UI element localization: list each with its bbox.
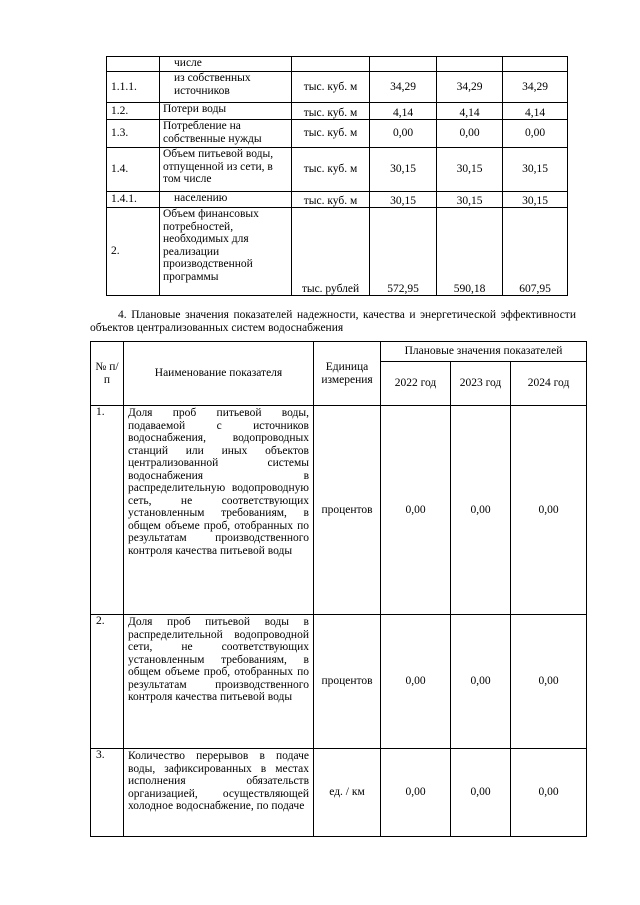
value-2023: 0,00 (451, 615, 511, 749)
header-year-2023: 2023 год (451, 362, 511, 406)
indicator-name: Потребление на собственные нужды (160, 120, 292, 148)
header-name: Наименование показателя (124, 342, 314, 406)
table-row (107, 120, 568, 148)
row-number: 1.1.1. (107, 72, 160, 103)
value-2024: 4,14 (503, 103, 568, 120)
row-number: 1.2. (107, 103, 160, 120)
row-number: 1. (91, 406, 124, 615)
production-program-table (106, 56, 568, 296)
value-2024: 0,00 (511, 615, 587, 749)
row-number: 1.4. (107, 148, 160, 192)
indicator-name: Объем финансовых потребностей, необходимых для реализации производственной программы (160, 208, 292, 296)
value-2023: 30,15 (437, 148, 503, 192)
value-2023: 4,14 (437, 103, 503, 120)
indicator-name: из собственных источников (160, 72, 292, 103)
unit-cell: тыс. куб. м (292, 120, 370, 148)
value-2023 (437, 57, 503, 72)
row-number: 1.3. (107, 120, 160, 148)
table-row (107, 57, 568, 72)
indicator-name: населению (160, 192, 292, 208)
value-2024 (503, 57, 568, 72)
table-row (107, 208, 568, 296)
value-2024: 30,15 (503, 192, 568, 208)
value-2023: 0,00 (437, 120, 503, 148)
table-row (91, 749, 587, 837)
reliability-indicators-table (90, 341, 587, 837)
value-2022: 4,14 (370, 103, 437, 120)
indicator-name: Количество перерывов в подаче воды, зафиксированных в местах исполнения обязательств организацией, осуществляющей холодное водоснабжение, по подаче (124, 749, 314, 837)
unit-cell: тыс. куб. м (292, 103, 370, 120)
header-year-2022: 2022 год (381, 362, 451, 406)
header-planned-values: Плановые значения показателей (381, 342, 587, 362)
value-2024: 30,15 (503, 148, 568, 192)
unit-cell: тыс. куб. м (292, 148, 370, 192)
table-row (91, 406, 587, 615)
value-2023: 30,15 (437, 192, 503, 208)
value-2022: 34,29 (370, 72, 437, 103)
unit-cell: тыс. рублей (292, 208, 370, 296)
table-row (107, 148, 568, 192)
row-number: 2. (91, 615, 124, 749)
value-2022: 572,95 (370, 208, 437, 296)
table-row (107, 103, 568, 120)
header-unit: Единица измерения (314, 342, 381, 406)
unit-cell (292, 57, 370, 72)
value-2024: 607,95 (503, 208, 568, 296)
value-2022: 0,00 (381, 615, 451, 749)
value-2024: 0,00 (511, 406, 587, 615)
row-number: 2. (107, 208, 160, 296)
indicator-name: числе (160, 57, 292, 72)
unit-cell: процентов (314, 615, 381, 749)
indicator-name: Доля проб питьевой воды, подаваемой с источников водоснабжения, водопроводных станций или иных объектов централизованной системы водоснабжения в распределительную водопроводную сеть, не соответствующих установленным требованиям, в общем объеме проб, отобранных по результатам производственного контроля качества питьевой воды (124, 406, 314, 615)
row-number: 3. (91, 749, 124, 837)
value-2024: 34,29 (503, 72, 568, 103)
unit-cell: процентов (314, 406, 381, 615)
unit-cell: тыс. куб. м (292, 192, 370, 208)
row-number: 1.4.1. (107, 192, 160, 208)
unit-cell: тыс. куб. м (292, 72, 370, 103)
header-year-2024: 2024 год (511, 362, 587, 406)
table-row (91, 615, 587, 749)
value-2023: 34,29 (437, 72, 503, 103)
value-2023: 0,00 (451, 749, 511, 837)
value-2024: 0,00 (511, 749, 587, 837)
indicator-name: Потери воды (160, 103, 292, 120)
section-caption: 4. Плановые значения показателей надежности, качества и энергетической эффективности объектов централизованных систем водоснабжения (90, 309, 576, 334)
value-2023: 0,00 (451, 406, 511, 615)
value-2022: 0,00 (370, 120, 437, 148)
header-number: № п/п (91, 342, 124, 406)
indicator-name: Объем питьевой воды, отпущенной из сети, в том числе (160, 148, 292, 192)
value-2022: 0,00 (381, 749, 451, 837)
value-2022: 30,15 (370, 192, 437, 208)
unit-cell: ед. / км (314, 749, 381, 837)
table-row (107, 72, 568, 103)
value-2022 (370, 57, 437, 72)
value-2022: 0,00 (381, 406, 451, 615)
header-row (91, 342, 587, 362)
indicator-name: Доля проб питьевой воды в распределительной водопроводной сети, не соответствующих установленным требованиям, в общем объеме проб, отобранных по результатам производственного контроля качества питьевой воды (124, 615, 314, 749)
value-2024: 0,00 (503, 120, 568, 148)
value-2022: 30,15 (370, 148, 437, 192)
table-row (107, 192, 568, 208)
row-number (107, 57, 160, 72)
value-2023: 590,18 (437, 208, 503, 296)
